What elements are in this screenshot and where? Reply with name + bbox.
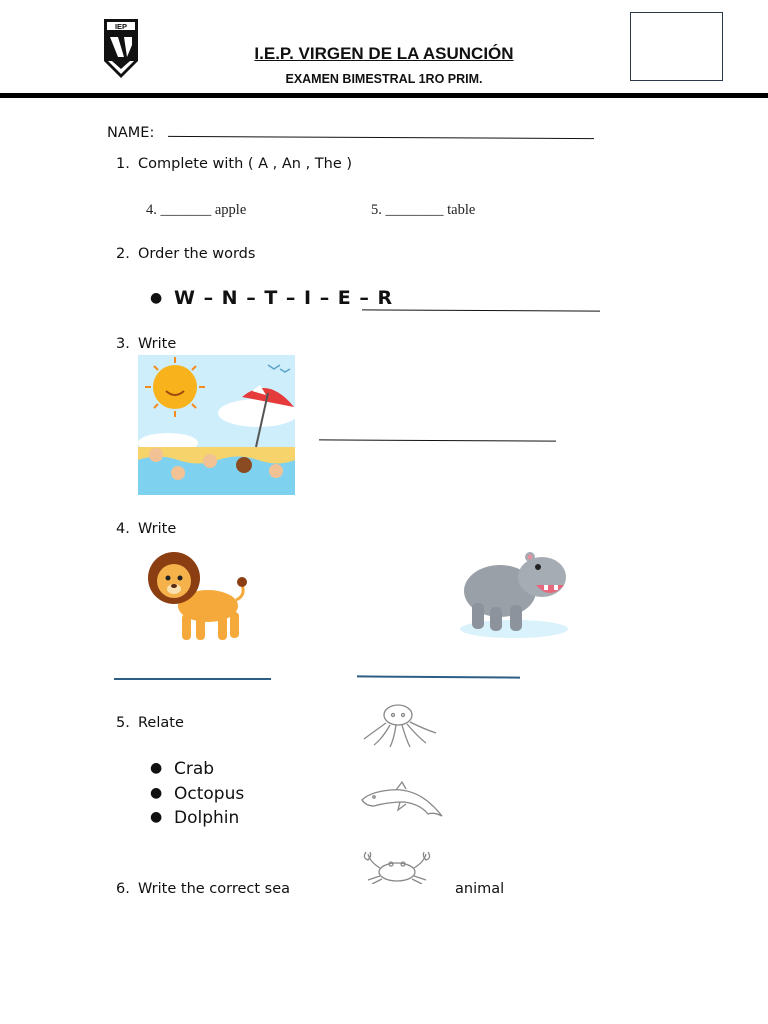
word-octopus: ● Octopus bbox=[150, 784, 245, 804]
question-4: 4. Write bbox=[116, 521, 177, 537]
grade-box bbox=[630, 12, 723, 81]
q4-answer-line-1[interactable] bbox=[114, 678, 271, 680]
name-answer-line[interactable] bbox=[168, 136, 594, 139]
q1-item-1: 4. _______ apple bbox=[146, 202, 247, 218]
school-name: I.E.P. VIRGEN DE LA ASUNCIÓN bbox=[254, 44, 514, 63]
exam-title: EXAMEN BIMESTRAL 1RO PRIM. bbox=[285, 72, 483, 86]
question-5: 5. Relate bbox=[116, 715, 184, 731]
question-3: 3. Write bbox=[116, 336, 177, 352]
beach-scene-picture bbox=[138, 355, 295, 495]
q4-answer-line-2[interactable] bbox=[357, 675, 520, 678]
header-rule bbox=[0, 93, 768, 98]
question-6-suffix: animal bbox=[455, 881, 505, 897]
question-1: 1. Complete with ( A , An , The ) bbox=[116, 156, 353, 172]
scrambled-word: ● W – N – T – I – E – R bbox=[150, 287, 394, 309]
lion-picture bbox=[146, 548, 248, 644]
svg-text:IEP: IEP bbox=[114, 22, 128, 31]
word-dolphin: ● Dolphin bbox=[150, 808, 240, 828]
q1-item-2: 5. ________ table bbox=[371, 202, 476, 218]
question-2: 2. Order the words bbox=[116, 246, 256, 262]
hippo-picture bbox=[458, 545, 571, 640]
question-6: 6. Write the correct sea bbox=[116, 881, 291, 897]
dolphin-picture bbox=[360, 780, 444, 820]
crab-picture bbox=[360, 850, 434, 884]
word-crab: ● Crab bbox=[150, 759, 215, 779]
q2-answer-line[interactable] bbox=[362, 309, 600, 311]
octopus-picture bbox=[360, 703, 442, 749]
name-label: NAME: bbox=[107, 125, 155, 141]
q3-answer-line[interactable] bbox=[319, 439, 556, 441]
